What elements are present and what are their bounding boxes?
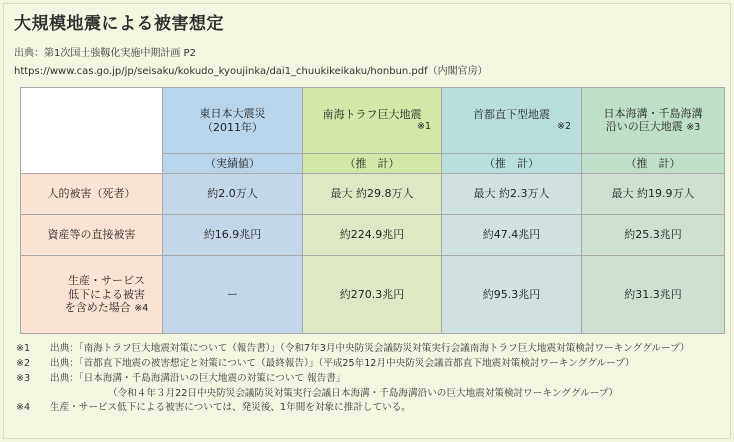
table-cell: 約270.3兆円 [303,256,442,334]
col-header-line: 沿いの巨大地震 [605,120,683,134]
col-header-shuto-chokka [442,88,582,154]
footnote-mark: ※3 [16,372,31,384]
col-header-note: ※2 [556,121,571,133]
footnote-mark: ※1 [16,343,31,354]
col-subheader: （推 計） [442,154,582,174]
footnote [16,357,689,372]
col-header-nihon-kaikou [582,88,725,154]
source-url: https://www.cas.go.jp/jp/seisaku/kokudo_kyoujinka/dai1_chuukikeikaku/honbun.pdf（内閣官房） [14,66,488,77]
footnote [16,342,689,357]
footnote-mark: ※2 [16,357,31,369]
table-cell: 約16.9兆円 [163,215,303,256]
corner-cell [21,88,163,174]
footnote-text: 出典：「首都直下地震の被害想定と対策について（最終報告）」（平成25年12月中央防災会議首都直下地震対策検討ワーキンググループ） [50,357,635,369]
table-cell: 約25.3兆円 [582,215,725,256]
footnotes [16,342,689,416]
row-header-line: 生産・サービス [68,273,145,287]
row-header-production-loss [21,256,163,334]
col-header-line: 東日本大震災 [199,106,266,120]
page-title: 大規模地震による被害想定 [14,14,224,34]
footnote-text: 生産・サービス低下による被害については、発災後、1年間を対象に推計している。 [50,402,411,414]
col-header-line: （2011年） [202,120,263,134]
table-cell: 最大 約19.9万人 [582,174,725,215]
damage-estimate-table [20,87,725,334]
table-cell: 約31.3兆円 [582,256,725,334]
row-header-casualties: 人的被害（死者） [21,174,163,215]
col-header-note: ※1 [416,121,431,133]
col-subheader: （実績値） [163,154,303,174]
footnote-text: 出典：「日本海溝・千島海溝沿いの巨大地震の対策について 報告書」 [50,372,346,384]
row-header-note: ※4 [134,303,149,315]
table-cell: 最大 約2.3万人 [442,174,582,215]
header-row [21,88,725,154]
row-header-direct-damage: 資産等の直接被害 [21,215,163,256]
footnote [16,401,689,416]
table-row [21,215,725,256]
col-header-line: 日本海溝・千島海溝 [603,106,703,120]
col-header-line: 首都直下型地震 [473,107,550,121]
table-row [21,174,725,215]
footnote-mark: ※4 [16,402,31,414]
col-header-note: ※3 [686,122,701,134]
table-row [21,256,725,334]
table-cell: ー [163,256,303,334]
row-header-line: を含めた場合 [64,301,131,315]
table-cell: 約95.3兆円 [442,256,582,334]
col-header-higashi-nihon [163,88,303,154]
col-header-nankai-trough [303,88,442,154]
col-subheader: （推 計） [582,154,725,174]
footnote-text: （令和４年３月22日中央防災会議防災対策実行会議日本海溝・千島海溝沿いの巨大地震対策検討ワーキンググループ） [108,387,619,399]
footnote [16,372,689,387]
table-cell: 約2.0万人 [163,174,303,215]
source-line: 出典：第1次国土強靱化実施中期計画 P2 [14,48,196,59]
footnote-text: 出典：「南海トラフ巨大地震対策について（報告書）」（令和7年3月中央防災会議防災対策実行会議南海トラフ巨大地震対策検討ワーキンググループ） [50,343,690,354]
row-header-line: 低下による被害 [68,287,145,301]
col-subheader: （推 計） [303,154,442,174]
table-cell: 約47.4兆円 [442,215,582,256]
table-cell: 最大 約29.8万人 [303,174,442,215]
table-cell: 約224.9兆円 [303,215,442,256]
col-header-line: 南海トラフ巨大地震 [322,107,422,121]
footnote [16,387,689,402]
